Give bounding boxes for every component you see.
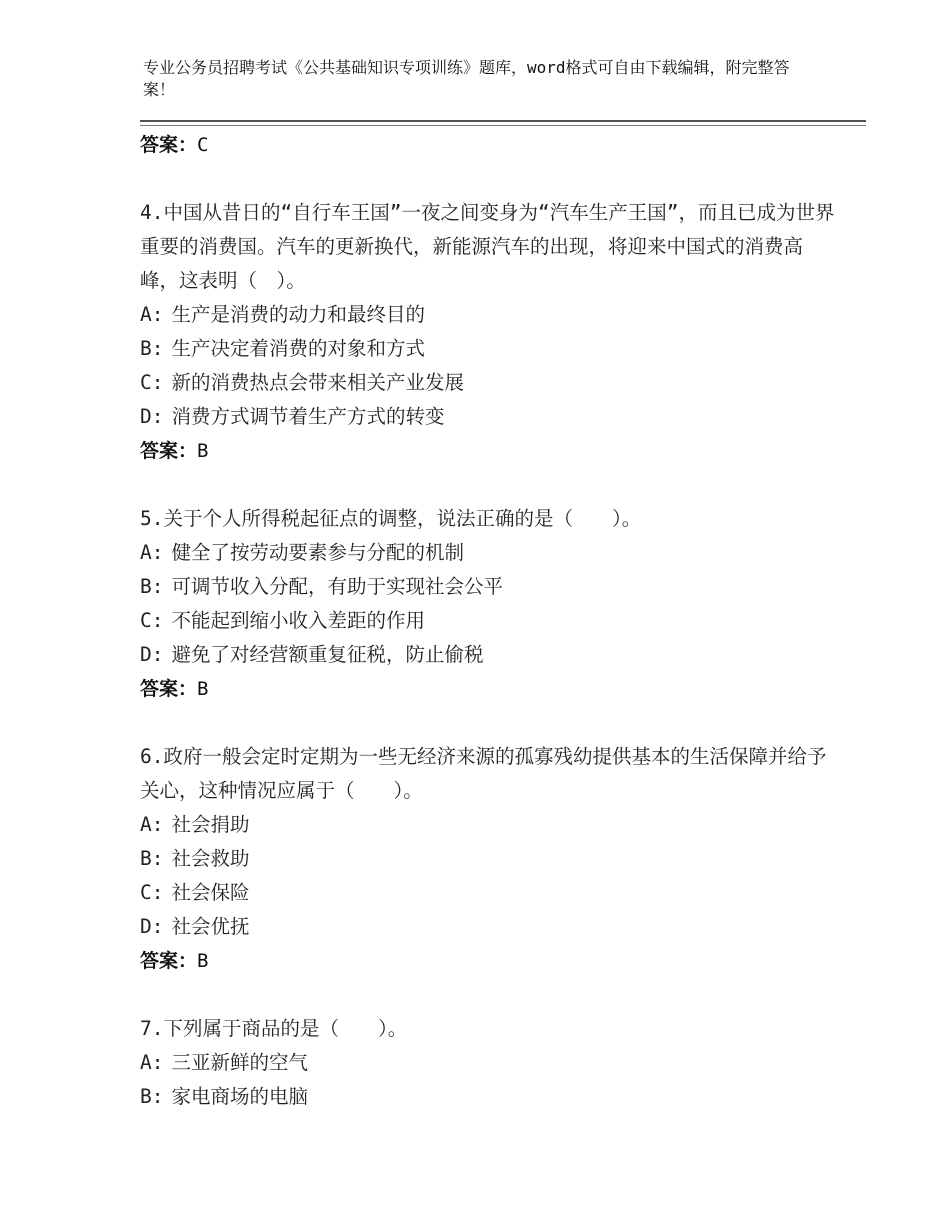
option-text: 健全了按劳动要素参与分配的机制 [171, 541, 464, 564]
answer-line [140, 434, 840, 468]
question-stem: 7.下列属于商品的是（ ）。 [140, 1017, 408, 1040]
option-d [140, 400, 840, 434]
option-text: 生产是消费的动力和最终目的 [171, 303, 425, 326]
option-letter: A: [140, 1051, 164, 1074]
answer-label: 答案： [140, 134, 198, 156]
answer-label: 答案： [140, 440, 198, 462]
question-stem: 4.中国从昔日的“自行车王国”一夜之间变身为“汽车生产王国”，而且已成为世界重要的消费国。汽车的更新换代，新能源汽车的出现，将迎来中国式的消费高峰，这表明（ ）。 [140, 201, 835, 292]
option-text: 社会救助 [171, 847, 250, 870]
answer-value: B [197, 440, 209, 462]
option-letter: C: [140, 881, 164, 904]
option-text: 不能起到缩小收入差距的作用 [171, 609, 425, 632]
question-list [140, 128, 840, 1114]
answer-value: B [197, 950, 209, 972]
option-letter: B: [140, 337, 164, 360]
answer-label: 答案： [140, 678, 198, 700]
question-stem: 5.关于个人所得税起征点的调整，说法正确的是（ ）。 [140, 507, 642, 530]
option-text: 新的消费热点会带来相关产业发展 [171, 371, 464, 394]
question-5 [140, 502, 840, 706]
option-a [140, 298, 840, 332]
question-7 [140, 1012, 840, 1114]
option-b [140, 842, 840, 876]
option-letter: B: [140, 575, 164, 598]
option-c [140, 604, 840, 638]
option-letter: A: [140, 541, 164, 564]
option-a [140, 536, 840, 570]
option-text: 社会捐助 [171, 813, 250, 836]
option-b [140, 1080, 840, 1114]
option-letter: B: [140, 1085, 164, 1108]
question-6 [140, 740, 840, 978]
option-letter: D: [140, 405, 164, 428]
option-d [140, 910, 840, 944]
page-header [143, 57, 793, 101]
question-4 [140, 196, 840, 468]
question-stem: 6.政府一般会定时定期为一些无经济来源的孤寡残幼提供基本的生活保障并给予关心，这种情况应属于（ ）。 [140, 745, 827, 802]
header-divider-thin [140, 125, 866, 126]
option-text: 家电商场的电脑 [171, 1085, 308, 1108]
option-b [140, 332, 840, 366]
option-text: 三亚新鲜的空气 [171, 1051, 308, 1074]
option-d [140, 638, 840, 672]
option-letter: A: [140, 813, 164, 836]
answer-value: B [197, 678, 209, 700]
option-text: 生产决定着消费的对象和方式 [171, 337, 425, 360]
option-a [140, 808, 840, 842]
option-b [140, 570, 840, 604]
answer-line [140, 128, 840, 162]
option-letter: C: [140, 609, 164, 632]
header-text: 专业公务员招聘考试《公共基础知识专项训练》题库，word格式可自由下载编辑，附完整答案！ [143, 58, 790, 99]
option-c [140, 366, 840, 400]
option-text: 社会优抚 [171, 915, 250, 938]
answer-line [140, 672, 840, 706]
option-a [140, 1046, 840, 1080]
option-text: 社会保险 [171, 881, 250, 904]
option-letter: C: [140, 371, 164, 394]
option-letter: D: [140, 915, 164, 938]
answer-value: C [197, 134, 209, 156]
option-letter: B: [140, 847, 164, 870]
option-text: 消费方式调节着生产方式的转变 [171, 405, 445, 428]
answer-line [140, 944, 840, 978]
option-letter: A: [140, 303, 164, 326]
answer-label: 答案： [140, 950, 198, 972]
option-text: 可调节收入分配，有助于实现社会公平 [171, 575, 503, 598]
option-letter: D: [140, 643, 164, 666]
header-divider [140, 120, 866, 122]
option-c [140, 876, 840, 910]
option-text: 避免了对经营额重复征税，防止偷税 [171, 643, 484, 666]
